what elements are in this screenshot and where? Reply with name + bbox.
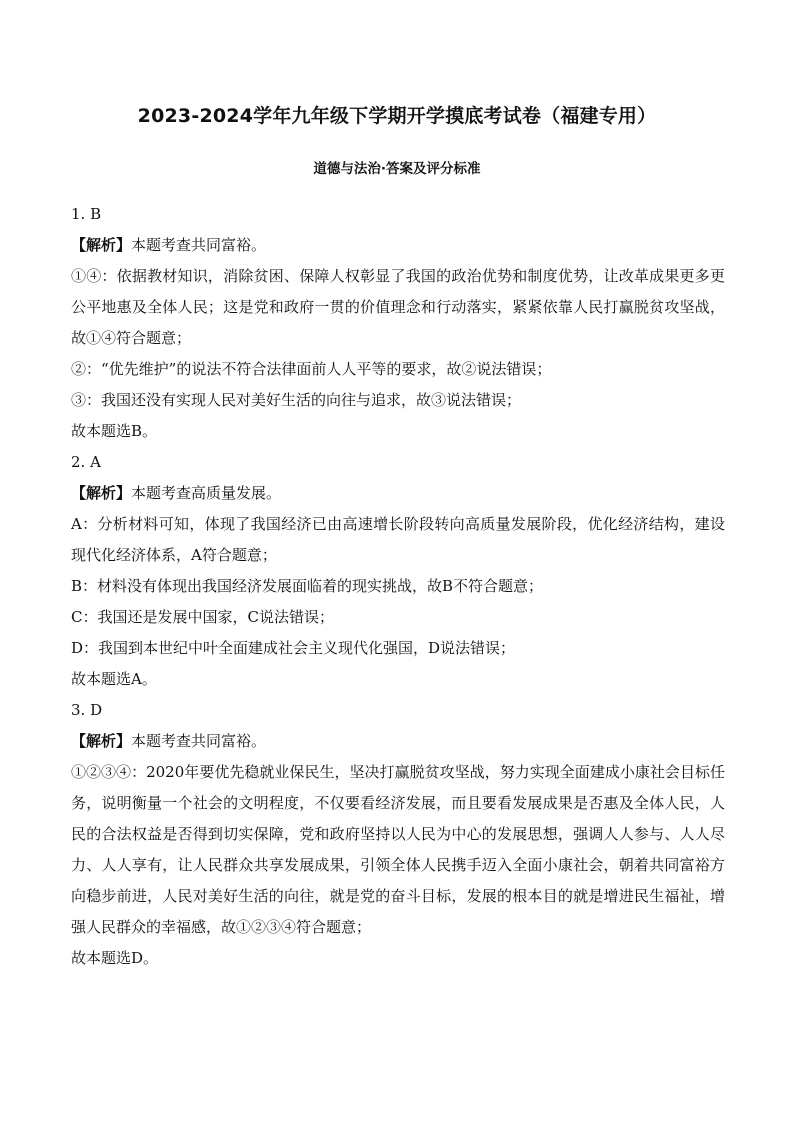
- question-number: 3. D: [71, 701, 103, 719]
- analysis-line: [71, 478, 725, 509]
- analysis-point: ①②③④：2020年要优先稳就业保民生，坚决打赢脱贫攻坚战，努力实现全面建成小康社会目标任务，说明衡量一个社会的文明程度，不仅要看经济发展，而且要看发展成果是否惠及全体人民，人民的合法权益是否得到切实保障，党和政府坚持以人民为中心的发展思想，强调人人参与、人人尽力、人人享有，让人民群众共享发展成果，引领全体人民携手迈入全面小康社会，朝着共同富裕方向稳步前进，人民对美好生活的向往，就是党的奋斗目标，发展的根本目的就是增进民生福祉，增强人民群众的幸福感，故①②③④符合题意；: [71, 763, 725, 936]
- question-conclusion: 故本题选D。: [71, 949, 159, 967]
- analysis-tag: 【解析】: [71, 732, 132, 750]
- question-number: 1. B: [71, 205, 102, 223]
- analysis-tag: 【解析】: [71, 484, 132, 502]
- question-conclusion: 故本题选B。: [71, 422, 158, 440]
- analysis-point: ②：“优先维护”的说法不符合法律面前人人平等的要求，故②说法错误；: [71, 360, 552, 378]
- analysis-point: ③：我国还没有实现人民对美好生活的向往与追求，故③说法错误；: [71, 391, 522, 409]
- analysis-point: C：我国还是发展中国家，C说法错误；: [71, 608, 334, 626]
- analysis-point: B：材料没有体现出我国经济发展面临着的现实挑战，故B不符合题意；: [71, 577, 544, 595]
- question-number: 2. A: [71, 453, 101, 471]
- page-title: 2023-2024学年九年级下学期开学摸底考试卷（福建专用）: [137, 105, 657, 127]
- page-subtitle: 道德与法治·答案及评分标准: [313, 161, 481, 177]
- analysis-line: [71, 230, 725, 261]
- question-1: [71, 199, 725, 447]
- analysis-topic: 本题考查高质量发展。: [131, 484, 282, 502]
- analysis-topic: 本题考查共同富裕。: [131, 236, 267, 254]
- question-conclusion: 故本题选A。: [71, 670, 157, 688]
- analysis-line: [71, 726, 725, 757]
- question-3: [71, 695, 725, 974]
- analysis-topic: 本题考查共同富裕。: [131, 732, 267, 750]
- answer-content: [71, 199, 725, 974]
- question-2: [71, 447, 725, 695]
- analysis-point: ①④：依据教材知识，消除贫困、保障人权彰显了我国的政治优势和制度优势，让改革成果更多更公平地惠及全体人民；这是党和政府一贯的价值理念和行动落实，紧紧依靠人民打赢脱贫攻坚战，故①④符合题意；: [71, 267, 725, 347]
- analysis-point: D：我国到本世纪中叶全面建成社会主义现代化强国，D说法错误；: [71, 639, 516, 657]
- analysis-point: A：分析材料可知，体现了我国经济已由高速增长阶段转向高质量发展阶段，优化经济结构，建设现代化经济体系，A符合题意；: [71, 515, 725, 564]
- analysis-tag: 【解析】: [71, 236, 132, 254]
